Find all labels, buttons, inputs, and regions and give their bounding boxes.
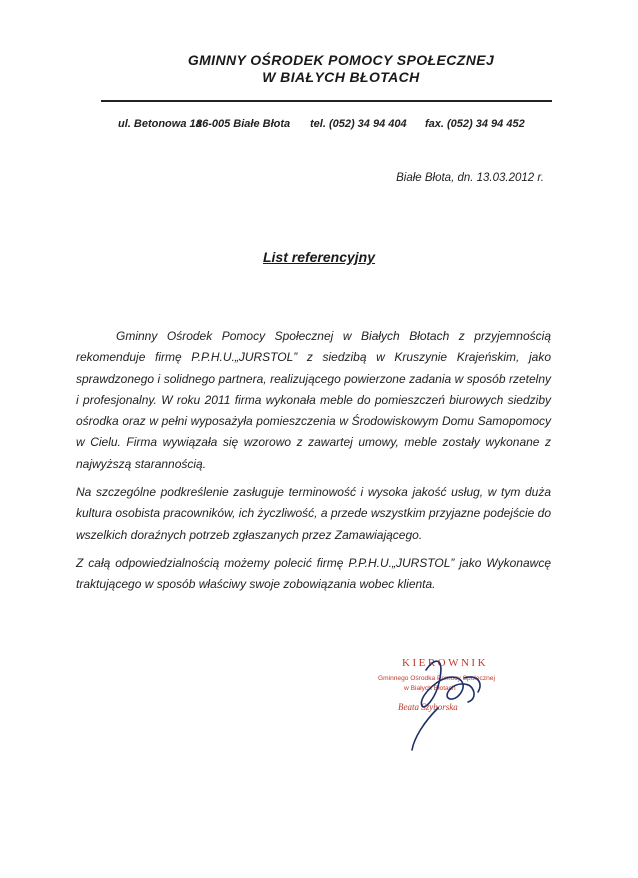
body-paragraph-3: Z całą odpowiedzialnością możemy polecić firmę P.P.H.U.„JURSTOL” jako Wykonawcę traktującego w sposób właściwy swoje zobowiązania wobec klienta. xyxy=(76,555,551,592)
stamp-org-line1: Gminnego Ośrodka Pomocy Społecznej xyxy=(378,675,495,682)
contact-street: ul. Betonowa 1a xyxy=(118,118,202,130)
letter-date: Białe Błota, dn. 13.03.2012 r. xyxy=(396,172,544,184)
letter-title xyxy=(0,249,638,265)
contact-fax: fax. (052) 34 94 452 xyxy=(425,118,525,130)
header-divider xyxy=(101,100,552,102)
organization-name-line1: GMINNY OŚRODEK POMOCY SPOŁECZNEJ xyxy=(187,52,495,68)
contact-phone: tel. (052) 34 94 404 xyxy=(310,118,407,130)
stamp-org-line2: w Białych Błotach xyxy=(404,685,456,692)
contact-postcode-city: 86-005 Białe Błota xyxy=(196,118,291,130)
organization-name-line2: W BIAŁYCH BŁOTACH xyxy=(262,69,420,85)
stamp-role: KIEROWNIK xyxy=(402,657,489,669)
body-paragraph-2: Na szczególne podkreślenie zasługuje terminowość i wysoka jakość usług, w tym duża kultura osobista pracowników, ich życzliwość, a przede wszystkim przyjazne podejście do wszelkich doraźnych potrzeb zgłaszanych przez Zamawiającego. xyxy=(76,485,551,542)
director-stamp-and-signature xyxy=(364,648,534,758)
body-paragraph-1: Gminny Ośrodek Pomocy Społecznej w Białych Błotach z przyjemnością rekomenduje firmę P.P.H.U.„JURSTOL” z siedzibą w Kruszynie Krajeńskim, jako sprawdzonego i solidnego partnera, realizującego powierzone zadania w sposób rzetelny i profesjonalny. W roku 2011 firma wykonała meble do pomieszczeń biurowych siedziby ośrodka oraz w pełni wyposażyła pomieszczenia w Środowiskowym Domu Samopomocy w Cielu. Firma wywiązała się wzorowo z zawartej umowy, meble zostały wykonane z najwyższą starannością. xyxy=(76,329,551,471)
letter-title-text: List referencyjny xyxy=(262,249,376,265)
letter-body xyxy=(76,326,551,603)
stamp-name: Beata Szyborska xyxy=(398,702,458,712)
